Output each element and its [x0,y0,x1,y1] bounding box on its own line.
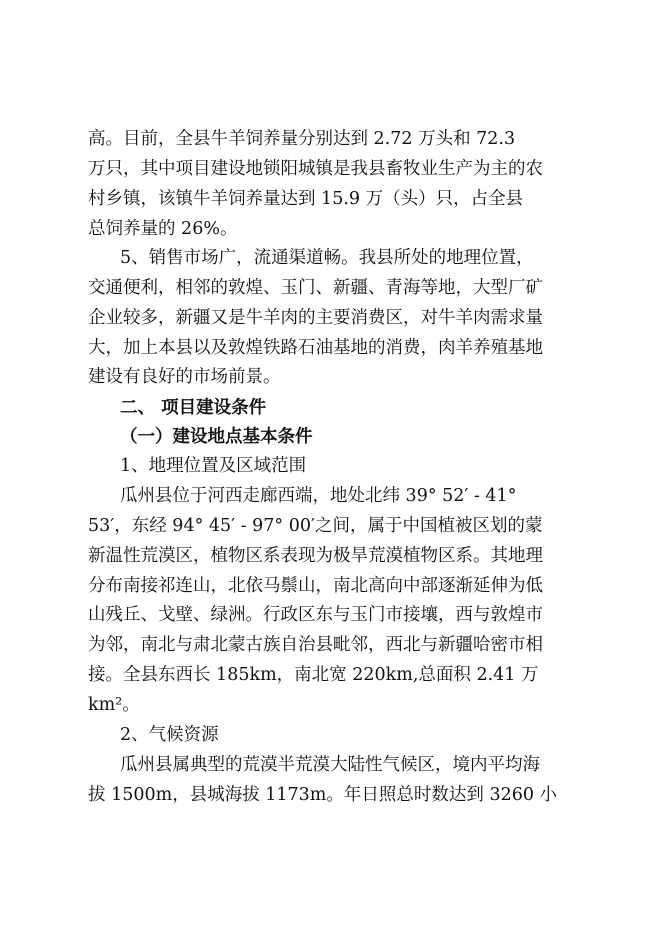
paragraph-line: 接。全县东西长 185km，南北宽 220km,总面积 2.41 万 [88,665,539,685]
paragraph-line: 为邻，南北与肃北蒙古族自治县毗邻，西北与新疆哈密市相 [88,635,543,655]
paragraph-line: 万只，其中项目建设地锁阳城镇是我县畜牧业生产为主的农 [88,159,543,179]
paragraph-line: 新温性荒漠区，植物区系表现为极旱荒漠植物区系。其地理 [88,546,543,566]
section-heading: 二、 项目建设条件 [120,398,267,418]
paragraph-line: 山残丘、戈壁、绿洲。行政区东与玉门市接壤，西与敦煌市 [88,605,543,625]
paragraph-line: 瓜州县位于河西走廊西端，地处北纬 39° 52′ - 41° [120,486,517,506]
paragraph-line: 53′，东经 94° 45′ - 97° 00′之间，属于中国植被区划的蒙 [88,516,543,536]
paragraph-line: 建设有良好的市场前景。 [88,367,281,387]
paragraph-line: 村乡镇，该镇牛羊饲养量达到 15.9 万（头）只，占全县 [88,189,524,209]
subsection-heading: （一）建设地点基本条件 [120,427,313,447]
paragraph-line: 企业较多，新疆又是牛羊肉的主要消费区，对牛羊肉需求量 [88,308,543,328]
paragraph-line: 分布南接祁连山，北依马鬃山，南北高向中部逐渐延伸为低 [88,576,543,596]
paragraph-line: 交通便利，相邻的敦煌、玉门、新疆、青海等地，大型厂矿 [88,278,543,298]
item-heading: 2、气候资源 [120,725,219,745]
paragraph-line: 5、销售市场广，流通渠道畅。我县所处的地理位置， [120,248,534,268]
paragraph-line: 拔 1500m，县城海拔 1173m。年日照总时数达到 3260 小 [88,785,558,805]
paragraph-line: km²。 [88,695,140,715]
paragraph-line: 总饲养量的 26%。 [88,219,238,239]
paragraph-line: 高。目前，全县牛羊饲养量分别达到 2.72 万头和 72.3 [88,129,516,149]
item-heading: 1、地理位置及区域范围 [120,456,307,476]
paragraph-line: 大，加上本县以及敦煌铁路石油基地的消费，肉羊养殖基地 [88,338,543,358]
paragraph-line: 瓜州县属典型的荒漠半荒漠大陆性气候区，境内平均海 [120,755,540,775]
